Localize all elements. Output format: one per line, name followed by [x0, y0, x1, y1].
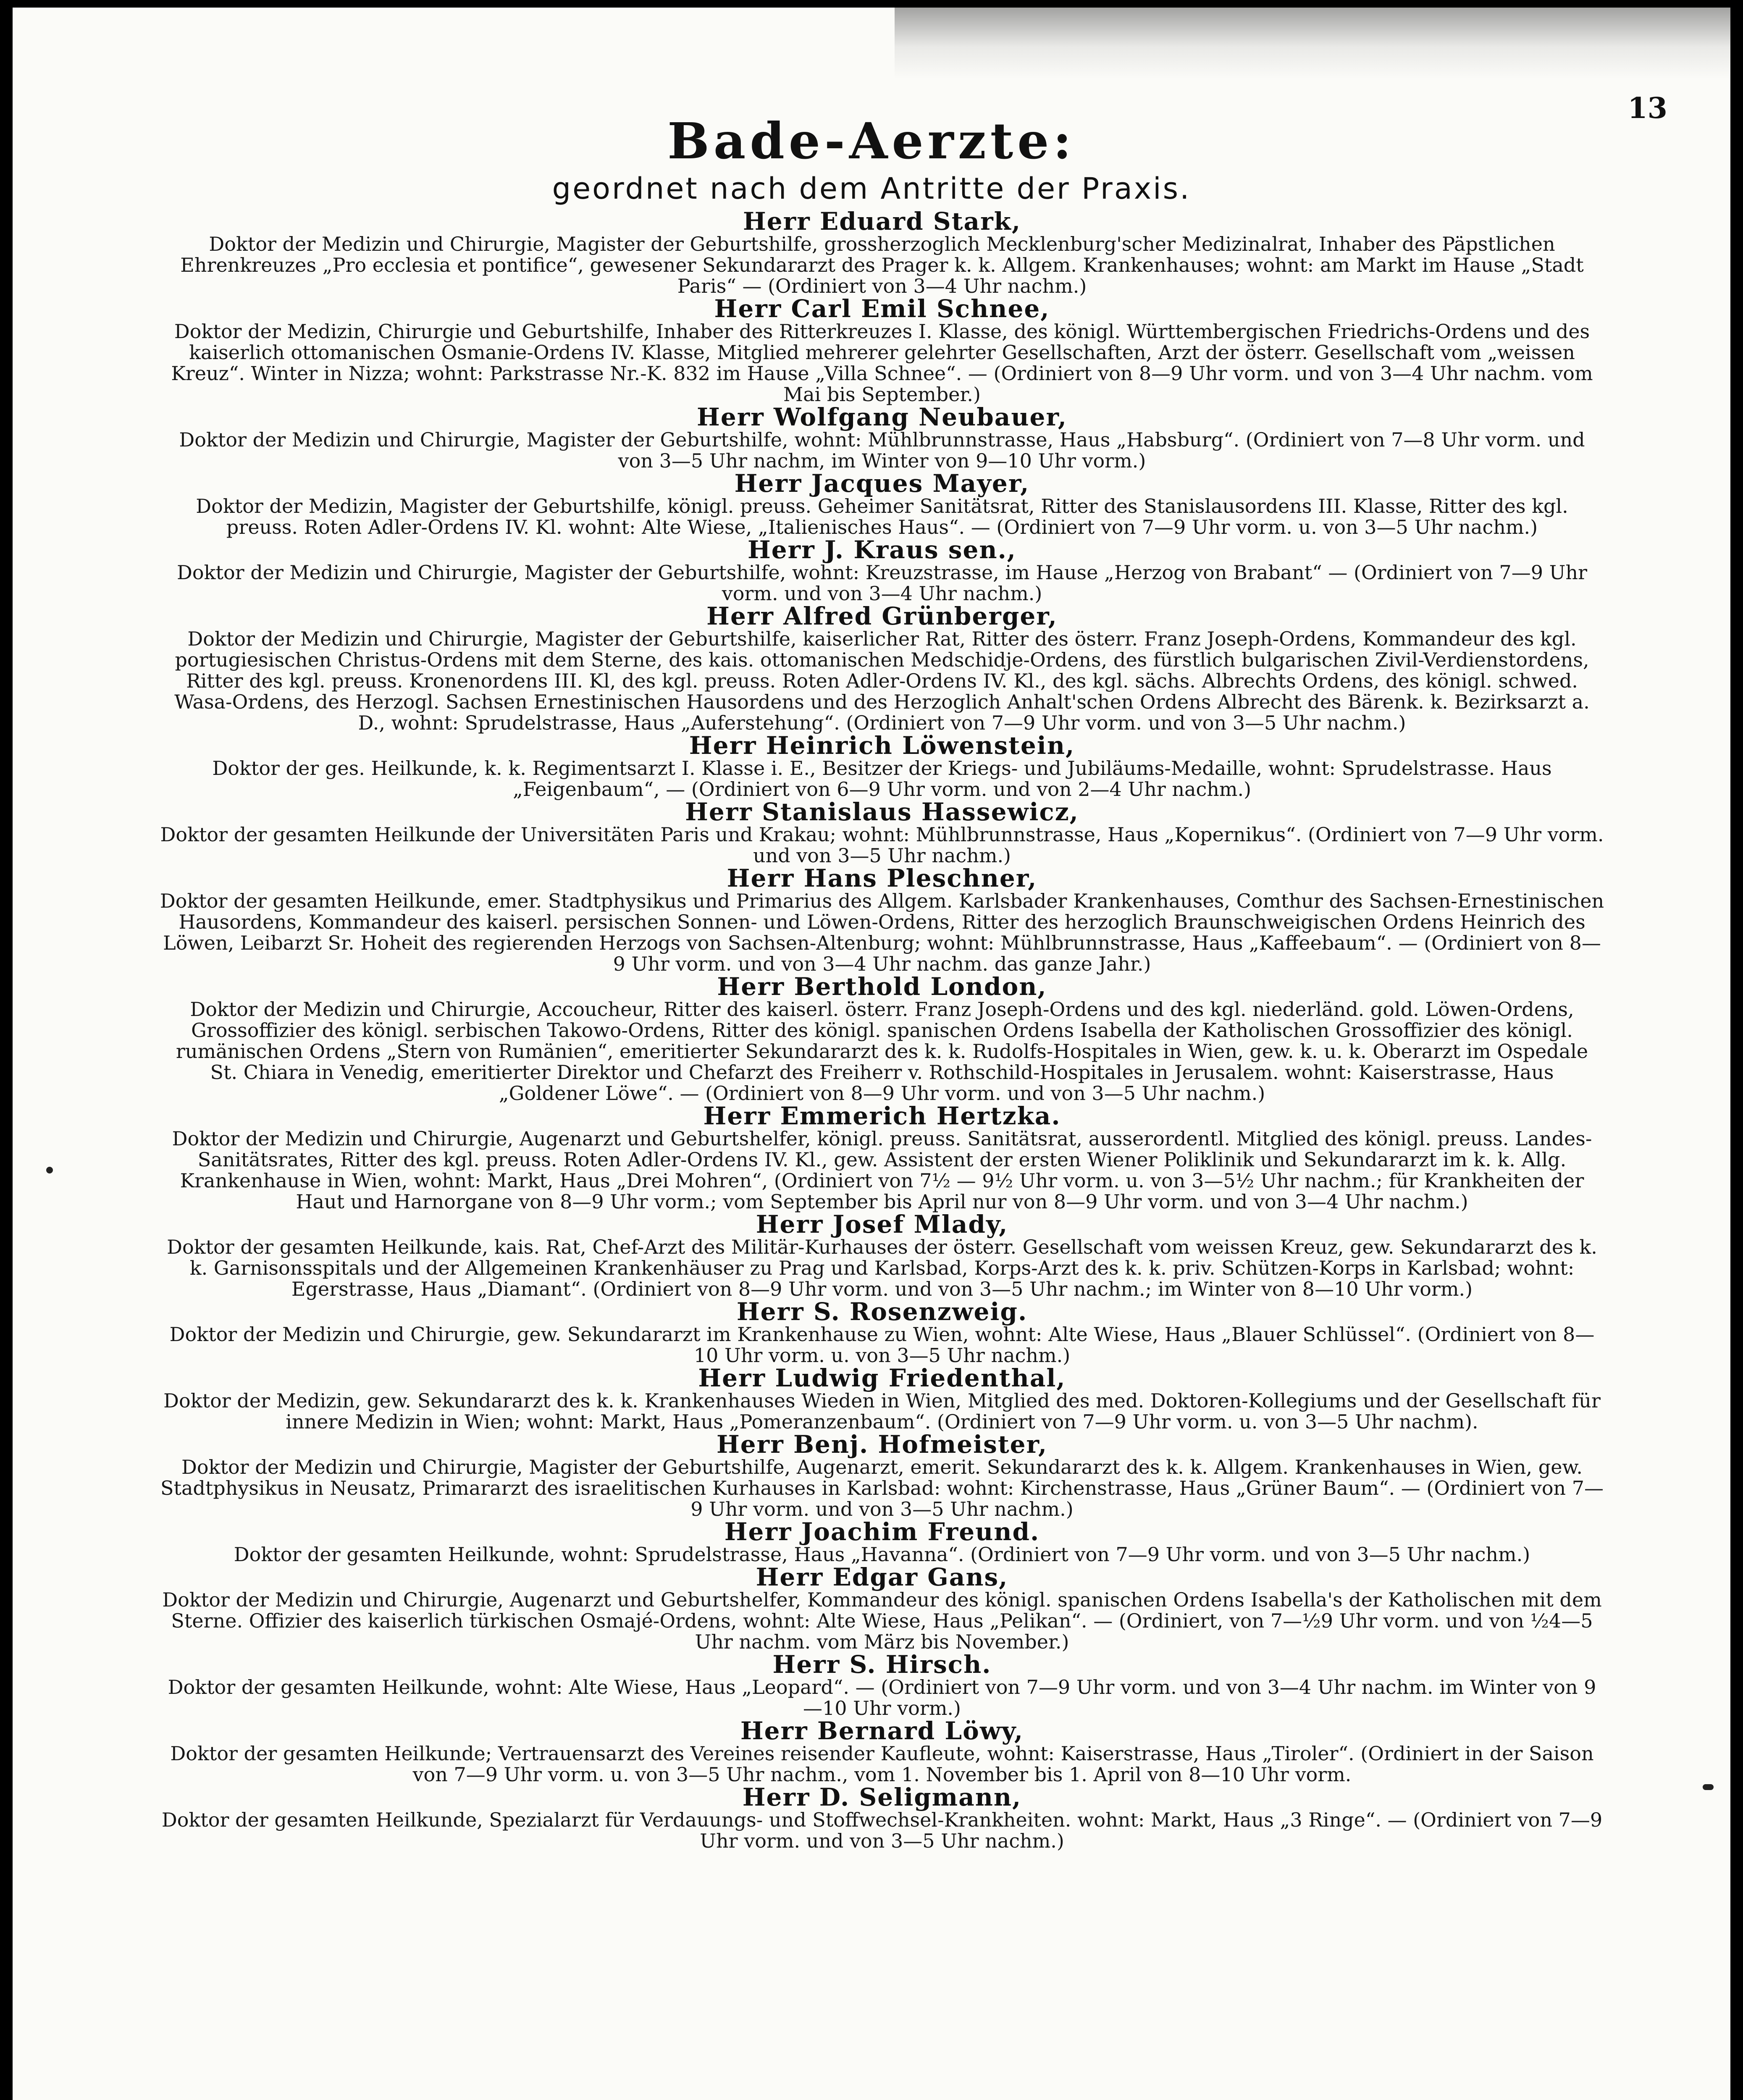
- list-item: [160, 866, 1604, 974]
- physician-name: Herr J. Kraus sen.,: [747, 536, 1016, 564]
- list-item: [160, 209, 1604, 297]
- physician-name: Herr Stanislaus Hassewicz,: [685, 798, 1079, 826]
- physician-details: Doktor der gesamten Heilkunde, emer. Stadtphysikus und Primarius des Allgem. Karlsbader Krankenhauses, Comthur des Sachsen-Ernestinischen Hausordens, Kommandeur des kaiserl. persischen Sonnen- und Löwen-Ordens, Ritter des herzoglich Braunschweigischen Ordens Heinrich des Löwen, Leibarzt Sr. Hoheit des regierenden Herzogs von Sachsen-Altenburg; wohnt: Mühlbrunnstrasse, Haus „Kaffeebaum“. — (Ordiniert von 8—9 Uhr vorm. und von 3—4 Uhr nachm. das ganze Jahr.): [160, 890, 1604, 975]
- physician-details: Doktor der Medizin und Chirurgie, Accoucheur, Ritter des kaiserl. österr. Franz Joseph-Ordens und des kgl. niederländ. gold. Löwen-Ordens, Grossoffizier des königl. serbischen Takowo-Ordens, Ritter des königl. spanischen Ordens Isabella der Katholischen Grossoffizier des königl. rumänischen Ordens „Stern von Rumänien“, emeritierter Sekundararzt des k. k. Rudolfs-Hospitales in Wien, gew. k. u. k. Oberarzt im Ospedale St. Chiara in Venedig, emeritierter Direktor und Chefarzt des Freiherr v. Rothschild-Hospitales in Jerusalem. wohnt: Kaiserstrasse, Haus „Goldener Löwe“. — (Ordiniert von 8—9 Uhr vorm. und von 3—5 Uhr nachm.): [176, 998, 1588, 1105]
- list-item: [160, 1432, 1604, 1520]
- page-title: Bade-Aerzte:: [667, 112, 1076, 170]
- ink-speck: [46, 1167, 53, 1173]
- physician-name: Herr Jacques Mayer,: [734, 469, 1030, 498]
- list-item: [160, 1366, 1604, 1432]
- list-item: [160, 1719, 1604, 1785]
- physician-name: Herr Heinrich Löwenstein,: [689, 731, 1075, 760]
- physician-details: Doktor der Medizin und Chirurgie, Magister der Geburtshilfe, wohnt: Kreuzstrasse, im Hause „Herzog von Brabant“ — (Ordiniert von 7—9 Uhr vorm. und von 3—4 Uhr nachm.): [177, 561, 1587, 605]
- list-item: [160, 1212, 1604, 1299]
- physician-details: Doktor der gesamten Heilkunde der Universitäten Paris und Krakau; wohnt: Mühlbrunnstrasse, Haus „Kopernikus“. (Ordiniert von 7—9 Uhr vorm. und von 3—5 Uhr nachm.): [160, 823, 1604, 867]
- physician-name: Herr Bernard Löwy,: [740, 1717, 1024, 1745]
- list-item: [160, 1785, 1604, 1851]
- document-page: [13, 8, 1730, 2100]
- physician-name: Herr S. Rosenzweig.: [736, 1297, 1028, 1326]
- physician-list: [160, 209, 1604, 1851]
- list-item: [160, 538, 1604, 604]
- list-item: [160, 733, 1604, 800]
- physician-name: Herr Berthold London,: [717, 972, 1047, 1001]
- physician-name: Herr Joachim Freund.: [724, 1517, 1040, 1546]
- physician-details: Doktor der Medizin, Magister der Geburtshilfe, königl. preuss. Geheimer Sanitätsrat, Ritter des Stanislausordens III. Klasse, Ritter des kgl. preuss. Roten Adler-Ordens IV. Kl. wohnt: Alte Wiese, „Italienisches Haus“. — (Ordiniert von 7—9 Uhr vorm. u. von 3—5 Uhr nachm.): [196, 495, 1568, 538]
- physician-name: Herr Wolfgang Neubauer,: [697, 403, 1067, 431]
- list-item: [160, 1299, 1604, 1366]
- physician-details: Doktor der ges. Heilkunde, k. k. Regimentsarzt I. Klasse i. E., Besitzer der Kriegs- und Jubiläums-Medaille, wohnt: Sprudelstrasse. Haus „Feigenbaum“, — (Ordiniert von 6—9 Uhr vorm. und von 2—4 Uhr nachm.): [212, 757, 1552, 801]
- list-item: [160, 1652, 1604, 1719]
- physician-details: Doktor der gesamten Heilkunde, wohnt: Alte Wiese, Haus „Leopard“. — (Ordiniert von 7—9 Uhr vorm. und von 3—4 Uhr nachm. im Winter von 9—10 Uhr vorm.): [168, 1676, 1596, 1719]
- list-item: [160, 604, 1604, 733]
- physician-name: Herr Alfred Grünberger,: [706, 602, 1058, 630]
- page-number: 13: [1628, 92, 1667, 125]
- list-item: [160, 471, 1604, 538]
- physician-details: Doktor der Medizin und Chirurgie, Magister der Geburtshilfe, Augenarzt, emerit. Sekundararzt des k. k. Allgem. Krankenhauses in Wien, gew. Stadtphysikus in Neusatz, Primararzt des israelitischen Kurhauses in Karlsbad: wohnt: Kirchenstrasse, Haus „Grüner Baum“. — (Ordiniert von 7—9 Uhr vorm. und von 3—5 Uhr nachm.): [160, 1456, 1604, 1520]
- physician-details: Doktor der gesamten Heilkunde, kais. Rat, Chef-Arzt des Militär-Kurhauses der österr. Gesellschaft vom weissen Kreuz, gew. Sekundararzt des k. k. Garnisonsspitals und der Allgemeinen Krankenhäuser zu Prag und Karlsbad, Korps-Arzt des k. k. priv. Schützen-Korps in Karlsbad; wohnt: Egerstrasse, Haus „Diamant“. (Ordiniert von 8—9 Uhr vorm. und von 3—5 Uhr nachm.; im Winter von 8—10 Uhr vorm.): [167, 1236, 1597, 1300]
- physician-name: Herr Eduard Stark,: [743, 207, 1021, 236]
- physician-details: Doktor der Medizin, Chirurgie und Geburtshilfe, Inhaber des Ritterkreuzes I. Klasse, des königl. Württembergischen Friedrichs-Ordens und des kaiserlich ottomanischen Osmanie-Ordens IV. Klasse, Mitglied mehrerer gelehrter Gesellschaften, Arzt der österr. Gesellschaft vom „weissen Kreuz“. Winter in Nizza; wohnt: Parkstrasse Nr.-K. 832 im Hause „Villa Schnee“. — (Ordiniert von 8—9 Uhr vorm. und von 3—4 Uhr nachm. vom Mai bis September.): [171, 320, 1593, 406]
- physician-name: Herr Josef Mlady,: [756, 1210, 1008, 1239]
- physician-name: Herr Hans Pleschner,: [727, 864, 1037, 892]
- ink-speck: [1703, 1784, 1714, 1790]
- physician-details: Doktor der gesamten Heilkunde, Spezialarzt für Verdauungs- und Stoffwechsel-Krankheiten. wohnt: Markt, Haus „3 Ringe“. — (Ordiniert von 7—9 Uhr vorm. und von 3—5 Uhr nachm.): [161, 1809, 1603, 1852]
- list-item: [160, 1517, 1604, 1566]
- physician-name: Herr Benj. Hofmeister,: [716, 1430, 1048, 1459]
- physician-details: Doktor der gesamten Heilkunde; Vertrauensarzt des Vereines reisender Kaufleute, wohnt: Kaiserstrasse, Haus „Tiroler“. (Ordiniert in der Saison von 7—9 Uhr vorm. u. von 3—5 Uhr nachm., vom 1. November bis 1. April von 8—10 Uhr vorm.: [170, 1742, 1594, 1786]
- physician-details: Doktor der Medizin und Chirurgie, Augenarzt und Geburtshelfer, königl. preuss. Sanitätsrat, ausserordentl. Mitglied des königl. preuss. Landes-Sanitätsrates, Ritter des kgl. preuss. Roten Adler-Ordens IV. Kl., gew. Assistent der ersten Wiener Poliklinik und Sekundararzt im k. k. Allg. Krankenhause in Wien, wohnt: Markt, Haus „Drei Mohren“, (Ordiniert von 7½ — 9½ Uhr vorm. u. von 3—5½ Uhr nachm.; für Krankheiten der Haut und Harnorgane von 8—9 Uhr vorm.; vom September bis April nur von 8—9 Uhr vorm. und von 3—4 Uhr nachm.): [172, 1127, 1592, 1213]
- page-subtitle: geordnet nach dem Antritte der Praxis.: [552, 171, 1191, 206]
- physician-name: Herr Edgar Gans,: [756, 1563, 1008, 1591]
- physician-name: Herr Emmerich Hertzka.: [703, 1102, 1061, 1130]
- scan-noise: [895, 8, 1730, 79]
- physician-name: Herr Carl Emil Schnee,: [714, 294, 1050, 323]
- physician-details: Doktor der Medizin und Chirurgie, Magister der Geburtshilfe, grossherzoglich Mecklenburg'scher Medizinalrat, Inhaber des Päpstlichen Ehrenkreuzes „Pro ecclesia et pontifice“, gewesener Sekundararzt des Prager k. k. Allgem. Krankenhauses; wohnt: am Markt im Hause „Stadt Paris“ — (Ordiniert von 3—4 Uhr nachm.): [180, 233, 1584, 297]
- physician-details: Doktor der gesamten Heilkunde, wohnt: Sprudelstrasse, Haus „Havanna“. (Ordiniert von 7—9 Uhr vorm. und von 3—5 Uhr nachm.): [234, 1543, 1530, 1566]
- physician-details: Doktor der Medizin und Chirurgie, gew. Sekundararzt im Krankenhause zu Wien, wohnt: Alte Wiese, Haus „Blauer Schlüssel“. (Ordiniert von 8—10 Uhr vorm. u. von 3—5 Uhr nachm.): [169, 1323, 1595, 1367]
- physician-name: Herr S. Hirsch.: [772, 1650, 992, 1679]
- list-item: [160, 405, 1604, 471]
- list-item: [160, 1104, 1604, 1212]
- physician-details: Doktor der Medizin und Chirurgie, Augenarzt und Geburtshelfer, Kommandeur des königl. spanischen Ordens Isabella's der Katholischen mit dem Sterne. Offizier des kaiserlich türkischen Osmajé-Ordens, wohnt: Alte Wiese, Haus „Pelikan“. — (Ordiniert, von 7—½9 Uhr vorm. und von ½4—5 Uhr nachm. vom März bis November.): [162, 1588, 1602, 1653]
- physician-details: Doktor der Medizin und Chirurgie, Magister der Geburtshilfe, wohnt: Mühlbrunnstrasse, Haus „Habsburg“. (Ordiniert von 7—8 Uhr vorm. und von 3—5 Uhr nachm, im Winter von 9—10 Uhr vorm.): [179, 428, 1585, 472]
- list-item: [160, 294, 1604, 406]
- physician-details: Doktor der Medizin, gew. Sekundararzt des k. k. Krankenhauses Wieden in Wien, Mitglied des med. Doktoren-Kollegiums und der Gesellschaft für innere Medizin in Wien; wohnt: Markt, Haus „Pomeranzenbaum“. (Ordiniert von 7—9 Uhr vorm. u. von 3—5 Uhr nachm).: [163, 1389, 1601, 1433]
- list-item: [160, 800, 1604, 866]
- list-item: [160, 974, 1604, 1104]
- physician-name: Herr D. Seligmann,: [742, 1783, 1022, 1811]
- list-item: [160, 1565, 1604, 1652]
- physician-details: Doktor der Medizin und Chirurgie, Magister der Geburtshilfe, kaiserlicher Rat, Ritter des österr. Franz Joseph-Ordens, Kommandeur des kgl. portugiesischen Christus-Ordens mit dem Sterne, des kais. ottomanischen Medschidje-Ordens, des fürstlich bulgarischen Zivil-Verdienstordens, Ritter des kgl. preuss. Kronenordens III. Kl, des kgl. preuss. Roten Adler-Ordens IV. Kl., des kgl. sächs. Albrechts Ordens, des königl. schwed. Wasa-Ordens, des Herzogl. Sachsen Ernestinischen Hausordens und des Herzoglich Anhalt'schen Ordens Albrecht des Bärenk. k. Bezirksarzt a. D., wohnt: Sprudelstrasse, Haus „Auferstehung“. (Ordiniert von 7—9 Uhr vorm. und von 3—5 Uhr nachm.): [174, 627, 1590, 734]
- physician-name: Herr Ludwig Friedenthal,: [698, 1364, 1066, 1392]
